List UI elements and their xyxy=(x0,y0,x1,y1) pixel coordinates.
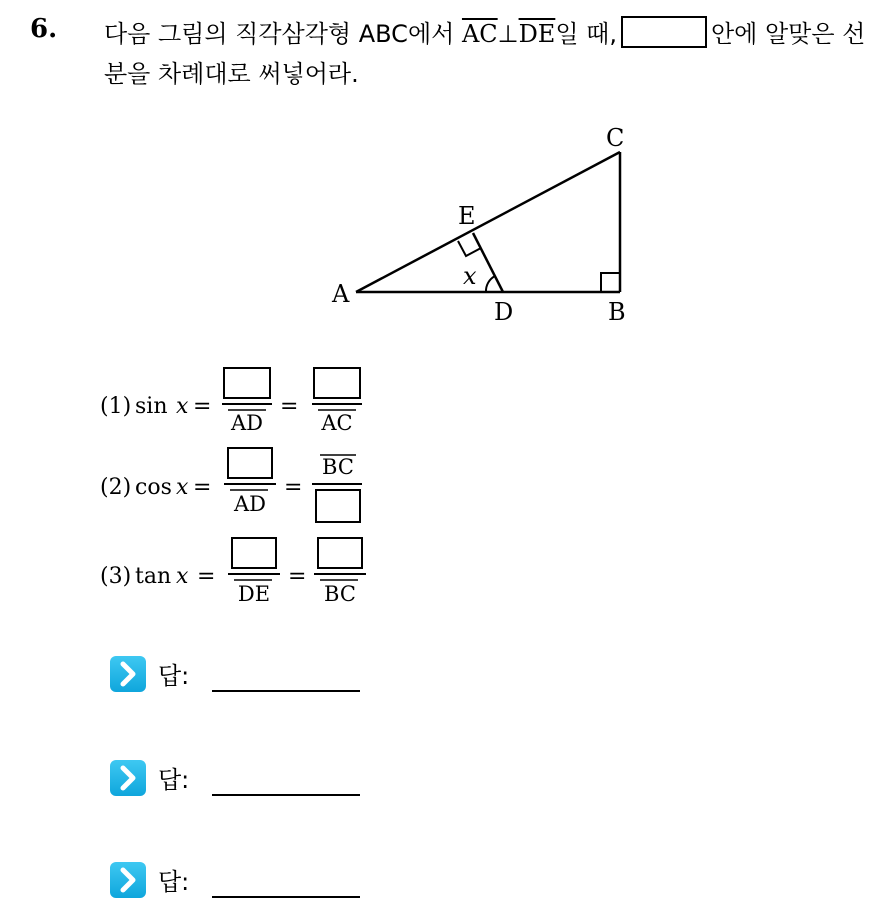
equation-1-den1: AD xyxy=(230,411,264,435)
answer-line-2[interactable] xyxy=(212,794,360,796)
equation-1-blank-1 xyxy=(224,368,270,398)
question-text-part3: 안에 알맞은 선분을 차례대로 써넣어라. xyxy=(104,20,866,88)
equation-3-blank-2 xyxy=(318,538,362,568)
chevron-right-icon xyxy=(110,760,146,796)
answer-line-1[interactable] xyxy=(212,690,360,692)
equation-1-eq1: = xyxy=(193,394,212,419)
question-text xyxy=(104,14,874,94)
equation-1-label: (1) xyxy=(100,394,132,419)
question-text-part2: 일 때, xyxy=(555,20,617,48)
segment-ac: $\overline{AC}$ xyxy=(461,20,498,48)
label-a: A xyxy=(332,280,350,308)
answer-label-2: 답: xyxy=(158,766,190,794)
equation-1-var: x xyxy=(176,394,189,419)
equation-2-eq2: = xyxy=(284,475,303,500)
equation-3-den1: DE xyxy=(237,582,271,606)
equation-3-blank-1 xyxy=(232,538,276,568)
equation-1-den2: AC xyxy=(321,411,353,435)
question-number: 6. xyxy=(30,14,58,44)
equation-3 xyxy=(100,538,366,606)
equation-3-func: tan xyxy=(135,564,172,589)
equation-2 xyxy=(100,448,362,522)
equation-3-eq2: = xyxy=(288,564,307,589)
equation-3-eq1: = xyxy=(197,564,216,589)
equation-1 xyxy=(100,368,362,435)
equation-2-label: (2) xyxy=(100,475,132,500)
equation-2-func: cos xyxy=(135,475,172,500)
label-b: B xyxy=(608,298,626,326)
equation-2-eq1: = xyxy=(193,475,212,500)
label-e: E xyxy=(458,202,476,230)
right-angle-b xyxy=(601,273,620,292)
side-ac xyxy=(356,152,620,292)
label-x: x xyxy=(463,262,477,290)
equation-2-den1: AD xyxy=(233,492,267,516)
segment-de: $\overline{DE}$ xyxy=(518,20,556,48)
equation-2-num2: BC xyxy=(322,455,354,479)
equation-3-label: (3) xyxy=(100,564,132,589)
chevron-right-icon xyxy=(110,862,146,898)
question-text-part1: 다음 그림의 직각삼각형 ABC에서 xyxy=(104,20,462,48)
chevron-right-icon xyxy=(110,656,146,692)
equation-1-func: sin xyxy=(135,394,168,419)
equation-2-blank-2 xyxy=(316,490,360,522)
label-c: C xyxy=(606,124,625,152)
equation-2-blank-1 xyxy=(228,448,272,478)
equation-1-eq2: = xyxy=(280,394,299,419)
equation-2-var: x xyxy=(176,475,189,500)
answer-line-3[interactable] xyxy=(212,896,360,898)
equation-3-var: x xyxy=(176,564,189,589)
angle-x-arc xyxy=(486,276,495,292)
label-d: D xyxy=(494,298,514,326)
answer-label-3: 답: xyxy=(158,868,190,896)
equation-3-den2: BC xyxy=(324,582,356,606)
triangle-figure xyxy=(300,110,640,330)
equation-1-blank-2 xyxy=(314,368,360,398)
answer-label-1: 답: xyxy=(158,662,190,690)
perpendicular-symbol: ⊥ xyxy=(497,20,519,48)
inline-blank-box xyxy=(621,16,707,48)
